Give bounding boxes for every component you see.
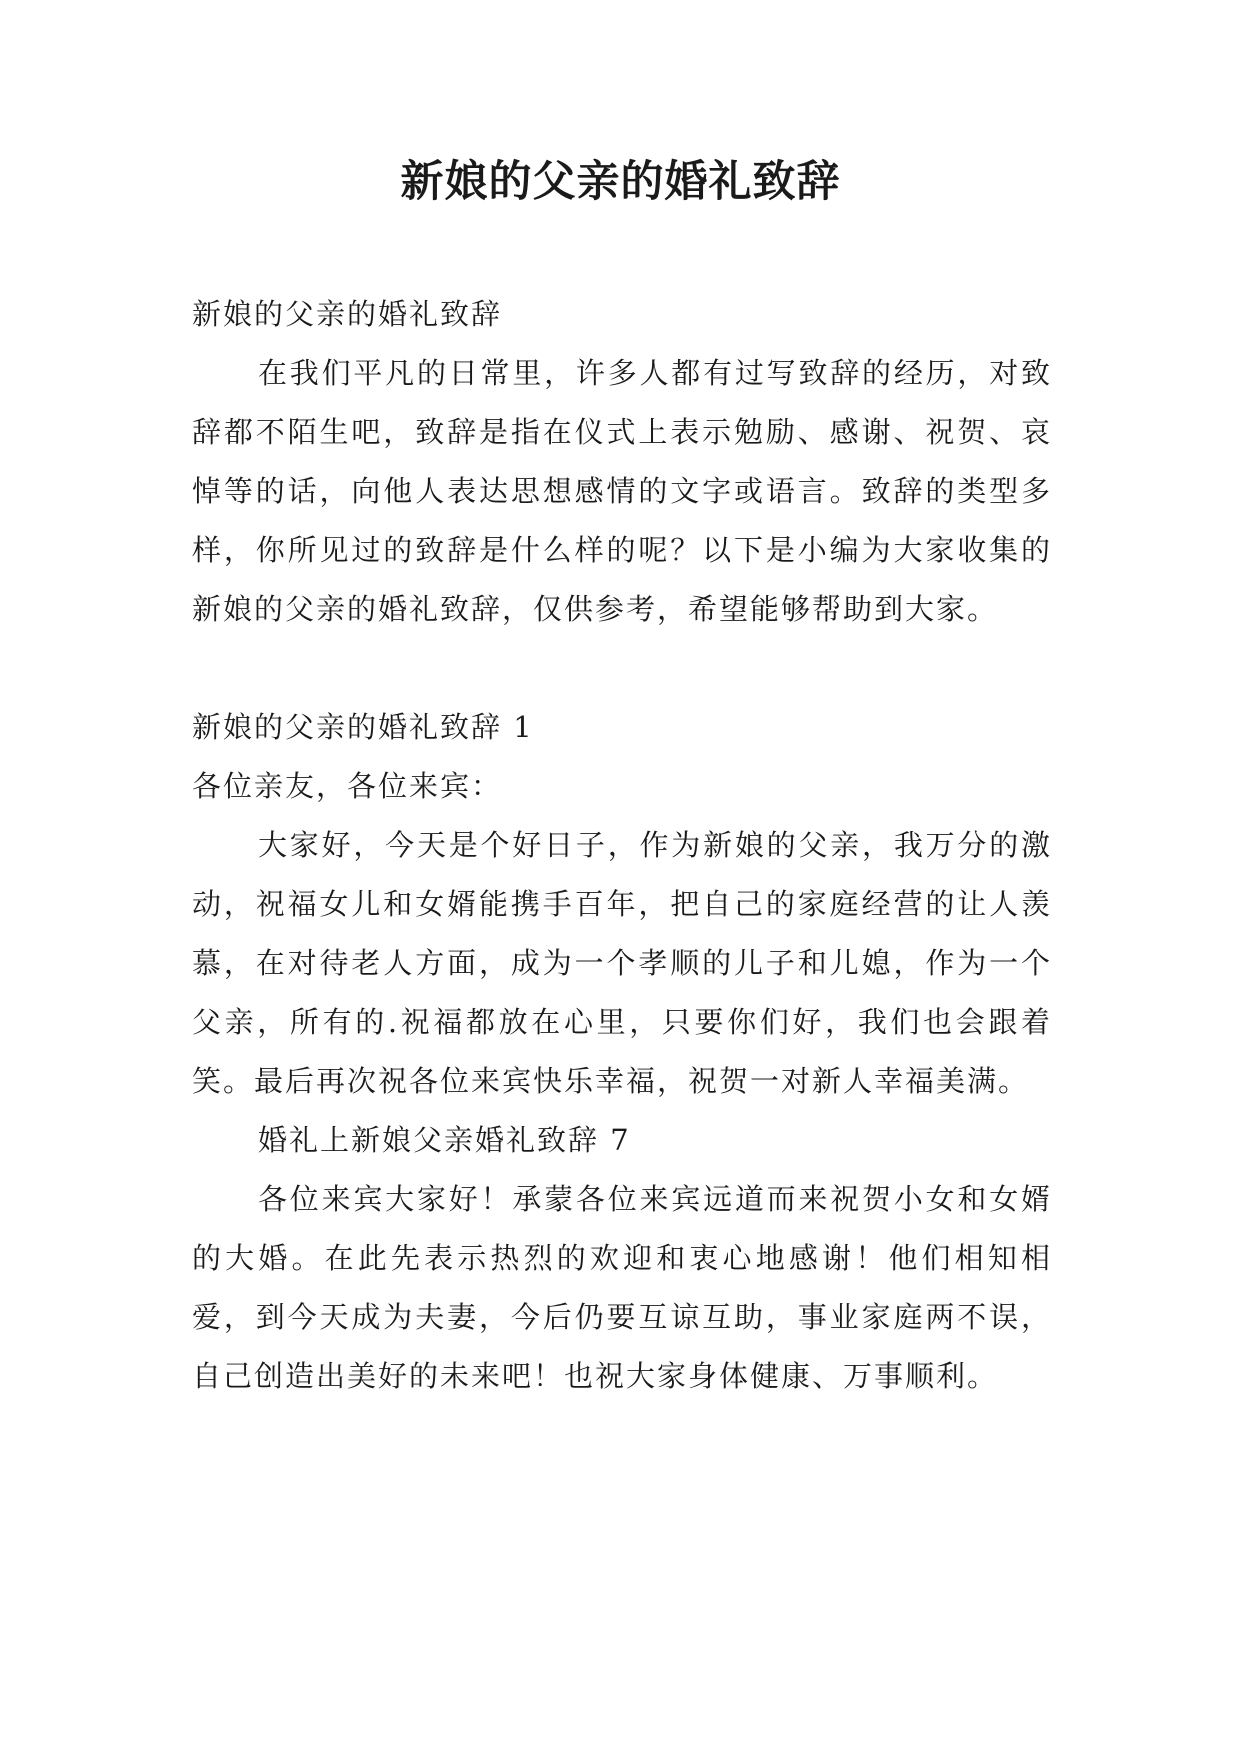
salutation-paragraph: 各位亲友，各位来宾： — [192, 769, 503, 803]
section-heading: 新娘的父亲的婚礼致辞 1 — [192, 710, 534, 744]
speech-paragraph: 各位来宾大家好！承蒙各位来宾远道而来祝贺小女和女婿的大婚。在此先表示热烈的欢迎和衷心地感谢！他们相知相爱，到今天成为夫妻，今后仍要互谅互助，事业家庭两不误，自己创造出美好的未来吧！也祝大家身体健康、万事顺利。 — [192, 1182, 1052, 1393]
speech-paragraph: 大家好，今天是个好日子，作为新娘的父亲，我万分的激动，祝福女儿和女婿能携手百年，把自己的家庭经营的让人羡慕，在对待老人方面，成为一个孝顺的儿子和儿媳，作为一个父亲，所有的.祝福都放在心里，只要你们好，我们也会跟着笑。最后再次祝各位来宾快乐幸福，祝贺一对新人幸福美满。 — [192, 828, 1052, 1098]
subtitle-paragraph: 新娘的父亲的婚礼致辞 — [192, 297, 503, 331]
paragraph-gap — [192, 639, 1052, 698]
document-body — [192, 285, 1052, 1406]
document-title: 新娘的父亲的婚礼致辞 — [400, 157, 841, 207]
section-heading: 婚礼上新娘父亲婚礼致辞 7 — [258, 1123, 631, 1157]
intro-paragraph: 在我们平凡的日常里，许多人都有过写致辞的经历，对致辞都不陌生吧，致辞是指在仪式上表示勉励、感谢、祝贺、哀悼等的话，向他人表达思想感情的文字或语言。致辞的类型多样，你所见过的致辞是什么样的呢？以下是小编为大家收集的新娘的父亲的婚礼致辞，仅供参考，希望能够帮助到大家。 — [192, 356, 1052, 626]
